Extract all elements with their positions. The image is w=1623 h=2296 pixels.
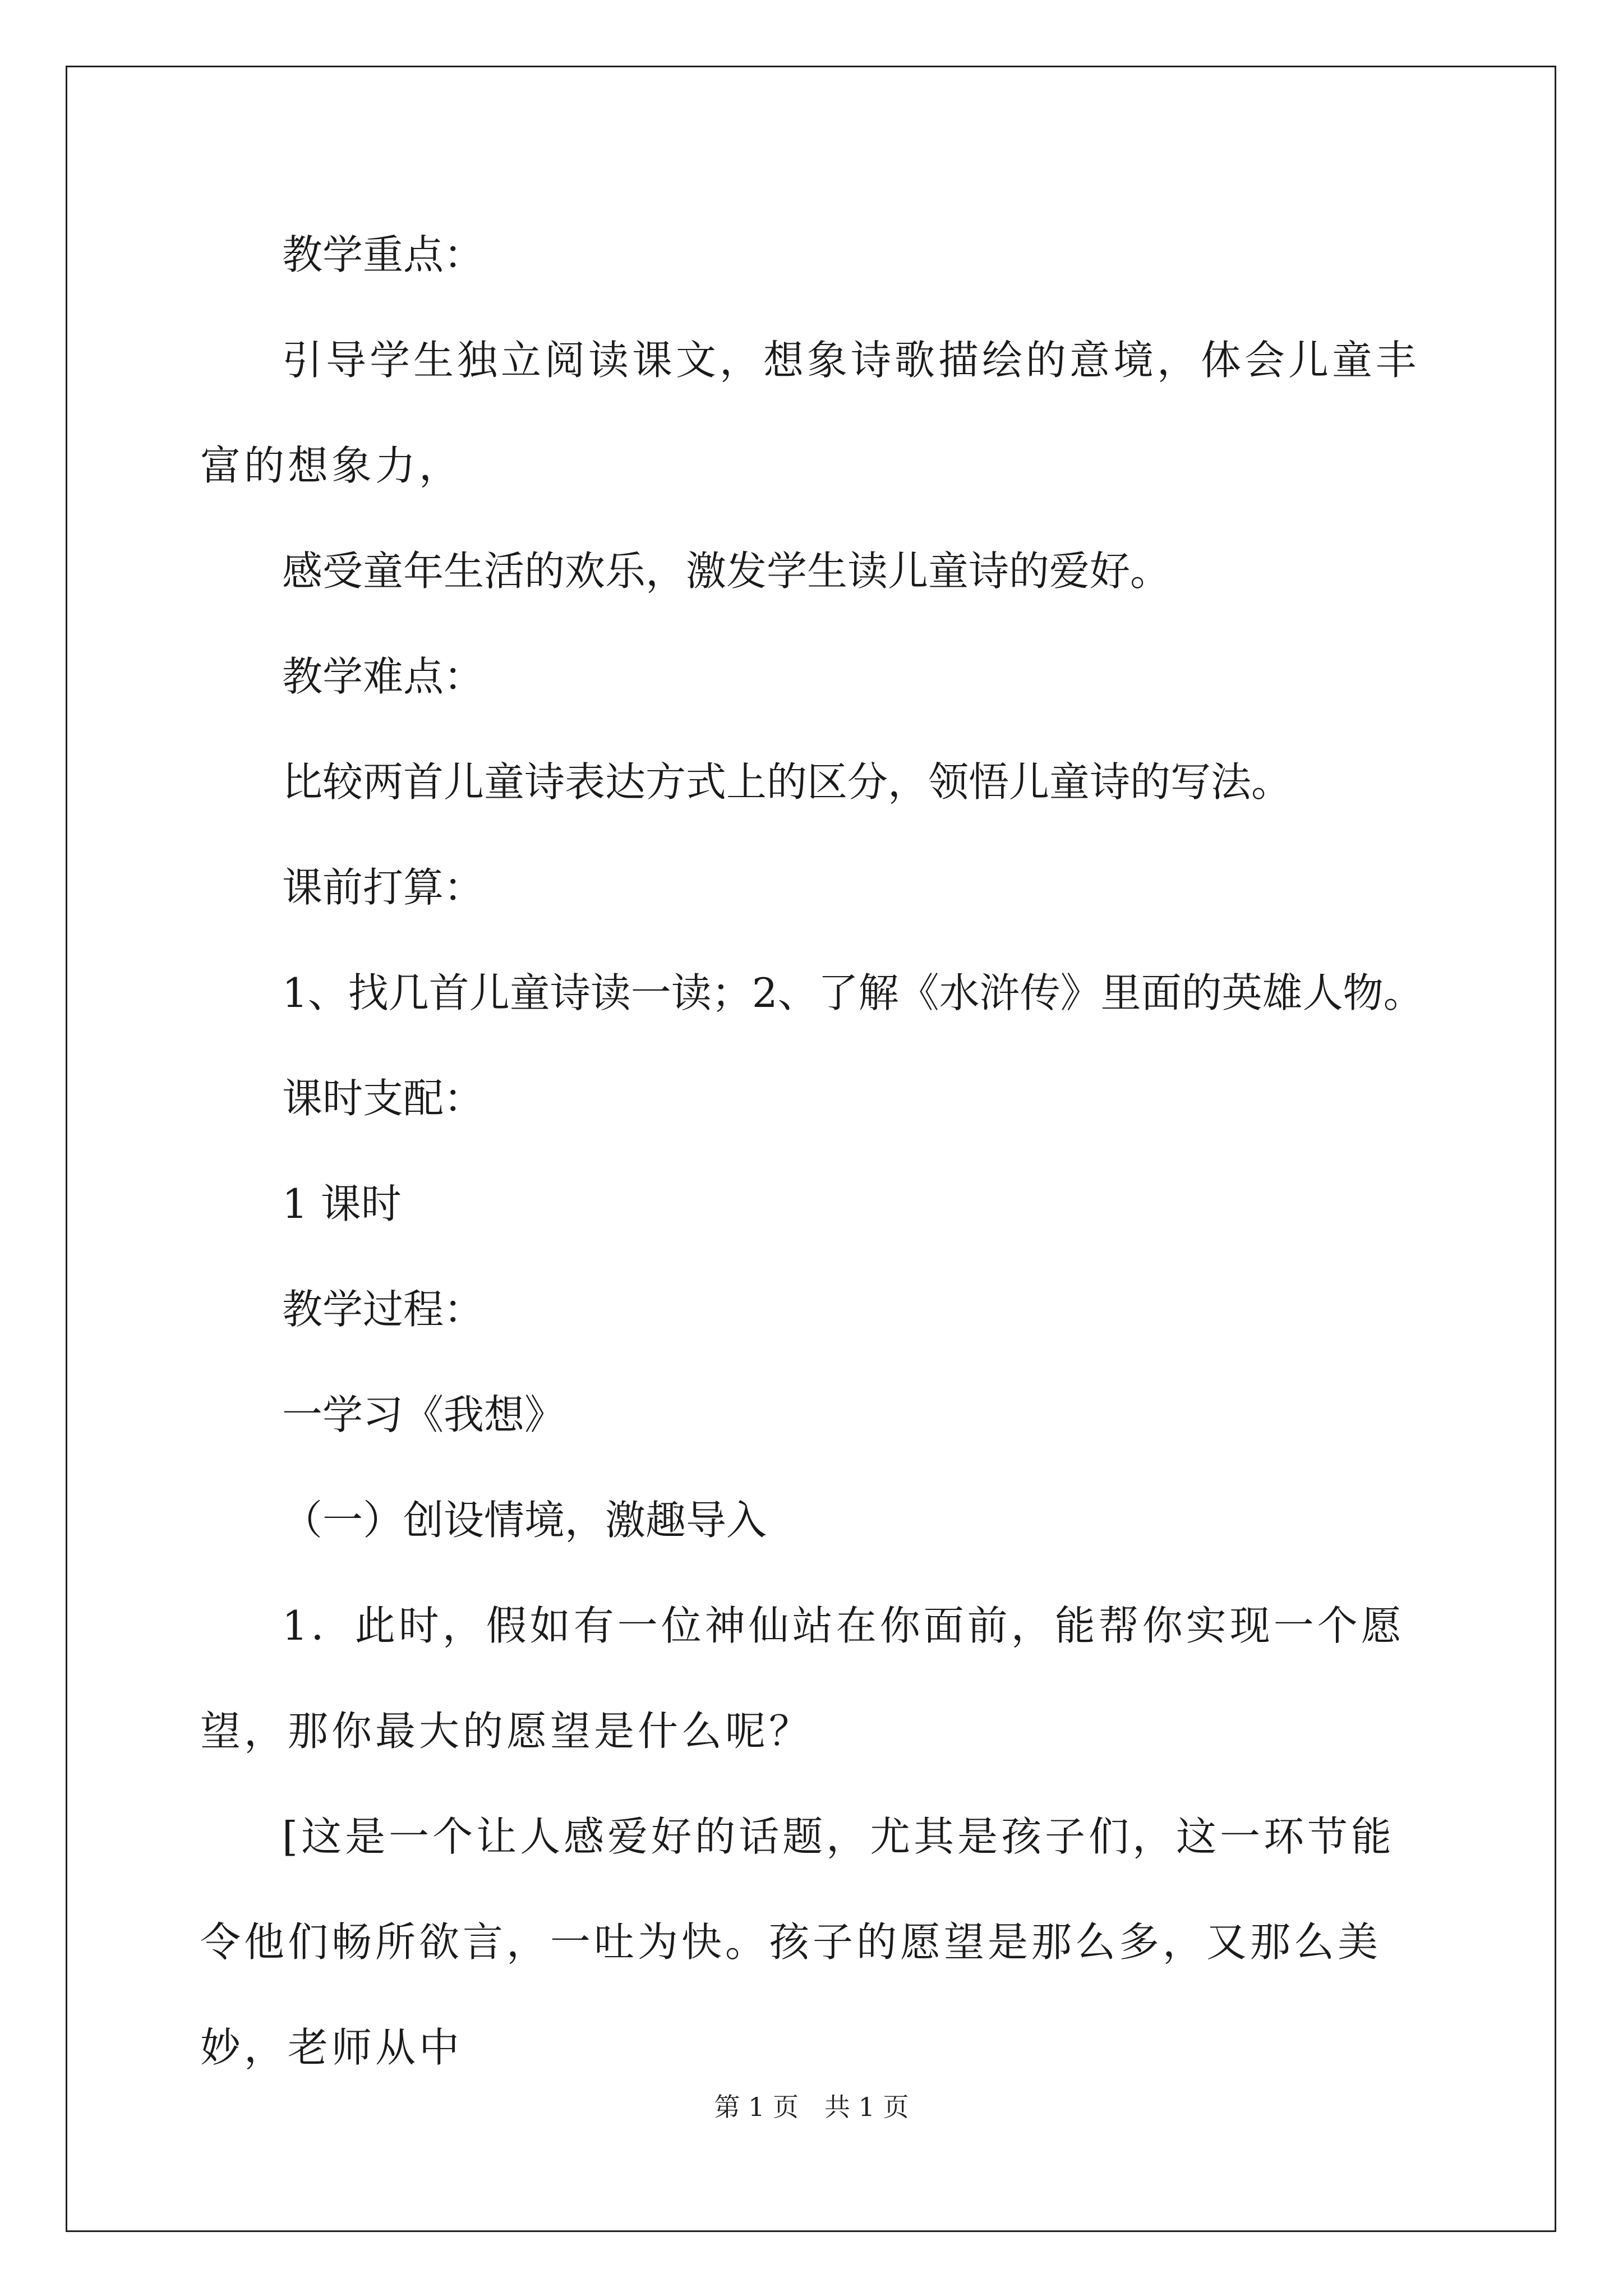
paragraph-key-points-body-2: 感受童年生活的欢乐，激发学生读儿童诗的爱好。 — [282, 547, 1171, 595]
page-footer: 第 1 页 共 1 页 — [714, 2092, 909, 2122]
document-body — [200, 202, 1423, 2100]
paragraph-subsection-one: （一）创设情境，激趣导入 — [282, 1497, 767, 1544]
paragraph-question-one: 1．此时，假如有一位神仙站在你面前，能帮你实现一个愿望，那你最大的愿望是什么呢？ — [200, 1602, 1405, 1755]
paragraph-preparation-body: 1、找几首儿童诗读一读；2、了解《水浒传》里面的英雄人物。 — [282, 969, 1424, 1016]
section-heading-schedule: 课时支配： — [282, 1075, 485, 1122]
paragraph-commentary: [这是一个让人感爱好的话题，尤其是孩子们，这一环节能令他们畅所欲言，一吐为快。孩子的愿望是那么多，又那么美妙，老师从中 — [200, 1813, 1395, 2071]
section-heading-key-points: 教学重点： — [282, 231, 485, 278]
section-heading-difficulties: 教学难点： — [282, 653, 485, 700]
paragraph-process-part-one: 一学习《我想》 — [282, 1391, 565, 1438]
paragraph-key-points-body: 引导学生独立阅读课文，想象诗歌描绘的意境，体会儿童丰富的想象力， — [200, 337, 1420, 489]
paragraph-schedule-body: 1 课时 — [282, 1180, 402, 1227]
section-heading-process: 教学过程： — [282, 1286, 485, 1333]
section-heading-preparation: 课前打算： — [282, 864, 485, 911]
paragraph-difficulties-body: 比较两首儿童诗表达方式上的区分，领悟儿童诗的写法。 — [282, 758, 1292, 806]
